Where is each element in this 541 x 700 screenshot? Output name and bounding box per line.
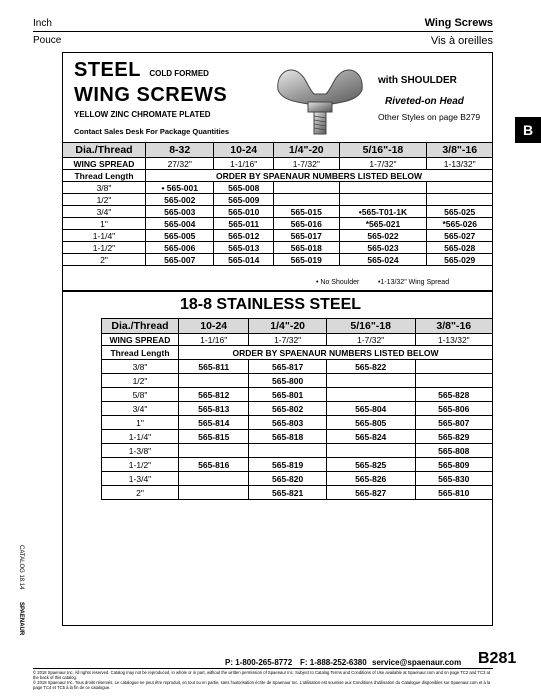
table-cell: 565-003 (146, 206, 214, 218)
cell: 27/32" (146, 158, 214, 170)
col-head: 1/4"-20 (274, 143, 340, 158)
table-row (102, 430, 493, 444)
order-note: ORDER BY SPAENAUR NUMBERS LISTED BELOW (146, 170, 493, 182)
contact-text: Contact Sales Desk For Package Quantities (74, 127, 230, 136)
table-cell: 565-819 (249, 458, 326, 472)
table-cell: 565-019 (274, 254, 340, 266)
table-cell: 1" (63, 218, 146, 230)
table-cell: 565-804 (326, 402, 415, 416)
table-cell: 565-011 (214, 218, 274, 230)
page-number: B281 (478, 650, 517, 667)
table-cell: 565-816 (179, 458, 249, 472)
col-head: 10-24 (179, 319, 249, 334)
table-cell: 565-824 (326, 430, 415, 444)
table-cell: 565-829 (415, 430, 492, 444)
product-title-line2: WING SCREWS (74, 84, 228, 106)
col-head: Dia./Thread (102, 319, 179, 334)
table-cell: 565-813 (179, 402, 249, 416)
table-cell (415, 374, 492, 388)
table-cell: 565-009 (214, 194, 274, 206)
table-row (63, 182, 493, 194)
table-cell: 1-1/2" (63, 242, 146, 254)
table-cell: 565-004 (146, 218, 214, 230)
table-cell: 1/2" (63, 194, 146, 206)
table-cell: 565-822 (326, 360, 415, 374)
table-cell: 565-008 (214, 182, 274, 194)
table-cell: 565-809 (415, 458, 492, 472)
table-cell: 2" (63, 254, 146, 266)
legend-no-shoulder: • No Shoulder (316, 279, 360, 286)
table-row (63, 218, 493, 230)
table-cell: 1-3/8" (102, 444, 179, 458)
cell: 1-7/32" (326, 334, 415, 346)
table-cell (326, 374, 415, 388)
table-cell: 565-010 (214, 206, 274, 218)
table-cell: *565-026 (427, 218, 493, 230)
section-divider (62, 290, 493, 292)
cell: 1-7/32" (249, 334, 326, 346)
table-cell: 3/4" (63, 206, 146, 218)
stainless-table (101, 318, 493, 500)
table-cell: 565-803 (249, 416, 326, 430)
col-head: 3/8"-16 (415, 319, 492, 334)
cell: 1-7/32" (339, 158, 427, 170)
table-cell: • 565-001 (146, 182, 214, 194)
table-cell: 2" (102, 486, 179, 500)
table-cell (339, 182, 427, 194)
table-cell: 1/2" (102, 374, 179, 388)
table-cell: 565-018 (274, 242, 340, 254)
table-row (102, 444, 493, 458)
table-cell: 5/8" (102, 388, 179, 402)
table-cell: 565-016 (274, 218, 340, 230)
table-cell: 565-808 (415, 444, 492, 458)
row-label: Thread Length (102, 346, 179, 360)
table-cell: 565-826 (326, 472, 415, 486)
cell: 1-13/32" (415, 334, 492, 346)
table-row (63, 230, 493, 242)
catalog-side-label: CATALOG 18.14 (18, 545, 24, 590)
table-cell: 565-806 (415, 402, 492, 416)
table-cell: 565-007 (146, 254, 214, 266)
table-cell: 1-1/4" (102, 430, 179, 444)
table-row (102, 416, 493, 430)
shoulder-label: with SHOULDER (378, 75, 457, 86)
table-cell (179, 444, 249, 458)
table-cell (179, 374, 249, 388)
table-cell (179, 486, 249, 500)
table-cell: 565-814 (179, 416, 249, 430)
table-row (63, 242, 493, 254)
table-cell: 565-800 (249, 374, 326, 388)
row-label: WING SPREAD (63, 158, 146, 170)
col-head: 5/16"-18 (339, 143, 427, 158)
section-tab[interactable]: B (515, 117, 541, 143)
table-row (63, 254, 493, 266)
header-section-fr: Vis à oreilles (430, 35, 493, 47)
table-cell: 565-807 (415, 416, 492, 430)
col-head: 1/4"-20 (249, 319, 326, 334)
table-cell (339, 194, 427, 206)
col-head: 10-24 (214, 143, 274, 158)
table-cell: 1-1/2" (102, 458, 179, 472)
row-label: Thread Length (63, 170, 146, 182)
table-row (102, 458, 493, 472)
table-cell: 3/8" (63, 182, 146, 194)
footer-phone: P: 1-800-265-8772 (225, 658, 293, 667)
table-cell: 565-815 (179, 430, 249, 444)
table-cell: 565-013 (214, 242, 274, 254)
table-cell: 565-827 (326, 486, 415, 500)
order-note: ORDER BY SPAENAUR NUMBERS LISTED BELOW (179, 346, 493, 360)
table-cell: *565-021 (339, 218, 427, 230)
header-divider (33, 31, 493, 32)
header-unit-en: Inch (33, 18, 52, 29)
table-cell (427, 194, 493, 206)
table-cell: 1-3/4" (102, 472, 179, 486)
table-cell: 565-812 (179, 388, 249, 402)
steel-table (62, 142, 493, 266)
table-cell (326, 444, 415, 458)
table-cell: 565-821 (249, 486, 326, 500)
table-row (102, 472, 493, 486)
product-title: STEEL COLD FORMED (74, 59, 209, 81)
table-cell: 565-028 (427, 242, 493, 254)
table-cell: 565-012 (214, 230, 274, 242)
table-cell: 565-801 (249, 388, 326, 402)
table-row (102, 388, 493, 402)
table-cell: 3/8" (102, 360, 179, 374)
table-cell: 565-015 (274, 206, 340, 218)
table-cell (415, 360, 492, 374)
other-styles-link[interactable]: Other Styles on page B279 (378, 112, 481, 122)
col-head: 8-32 (146, 143, 214, 158)
footer-legal-en: © 2018 Spaenaur Inc. All rights reserved. Catalog may not be reproduced, in whole or in part, without the written permission of Spaenaur Inc. Subject to Catalog Terms and Conditions of Use available at Spaenaur.com and on page TC2 and TC3 at the back of this catalog. (33, 670, 490, 680)
table-cell: 565-006 (146, 242, 214, 254)
table-cell: 565-017 (274, 230, 340, 242)
legend-wing-spread: •1-13/32" Wing Spread (378, 279, 450, 286)
cell: 1-13/32" (427, 158, 493, 170)
table-cell: 565-024 (339, 254, 427, 266)
col-head: Dia./Thread (63, 143, 146, 158)
table-cell: 3/4" (102, 402, 179, 416)
table-row (63, 194, 493, 206)
header-section-en: Wing Screws (424, 17, 493, 29)
table-cell: 565-820 (249, 472, 326, 486)
table-cell: 565-029 (427, 254, 493, 266)
table-cell (179, 472, 249, 486)
footer-email[interactable]: service@spaenaur.com (372, 658, 462, 667)
table-cell: •565-T01-1K (339, 206, 427, 218)
table-cell: 565-005 (146, 230, 214, 242)
cell: 1-7/32" (274, 158, 340, 170)
header-unit-fr: Pouce (33, 35, 62, 46)
table-cell: 565-818 (249, 430, 326, 444)
table-cell (427, 182, 493, 194)
table-cell: 565-811 (179, 360, 249, 374)
table-cell: 565-022 (339, 230, 427, 242)
table-cell: 565-830 (415, 472, 492, 486)
cell: 1-1/16" (214, 158, 274, 170)
table-cell: 565-025 (427, 206, 493, 218)
table-cell: 565-817 (249, 360, 326, 374)
table-cell: 1-1/4" (63, 230, 146, 242)
table-cell (249, 444, 326, 458)
table-cell: 565-810 (415, 486, 492, 500)
table-row (102, 360, 493, 374)
stainless-title: 18-8 STAINLESS STEEL (179, 296, 362, 313)
row-label: WING SPREAD (102, 334, 179, 346)
col-head: 5/16"-18 (326, 319, 415, 334)
table-cell: 565-805 (326, 416, 415, 430)
finish-text: YELLOW ZINC CHROMATE PLATED (74, 110, 211, 119)
table-cell (274, 194, 340, 206)
cell: 1-1/16" (179, 334, 249, 346)
table-cell (326, 388, 415, 402)
table-row (102, 402, 493, 416)
brand-side-logo: SPAENAUR (18, 602, 24, 636)
table-row (102, 374, 493, 388)
footer-legal-fr: © 2018 Spaenaur Inc. Tous droits réservés. Le catalogue ne peut être reproduit, en tout ou en partie, sans l'autorisation écrite de Spaenaur Inc. L'utilisation est soumise aux Conditions d'utilisation du Catalogue disponibles sur Spaenaur.com et à la page TC4 et TC5 à la fin de ce catalogue. (33, 680, 491, 690)
table-row (63, 206, 493, 218)
riveted-label: Riveted-on Head (385, 96, 464, 107)
wing-screw-image (270, 62, 370, 137)
table-row (102, 486, 493, 500)
footer-fax: F: 1-888-252-6380 (300, 658, 367, 667)
footer-divider (33, 668, 493, 669)
table-cell: 1" (102, 416, 179, 430)
table-cell: 565-828 (415, 388, 492, 402)
table-cell: 565-014 (214, 254, 274, 266)
table-cell: 565-802 (249, 402, 326, 416)
table-cell: 565-825 (326, 458, 415, 472)
table-cell: 565-002 (146, 194, 214, 206)
col-head: 3/8"-16 (427, 143, 493, 158)
table-cell: 565-023 (339, 242, 427, 254)
table-cell (274, 182, 340, 194)
table-cell: 565-027 (427, 230, 493, 242)
